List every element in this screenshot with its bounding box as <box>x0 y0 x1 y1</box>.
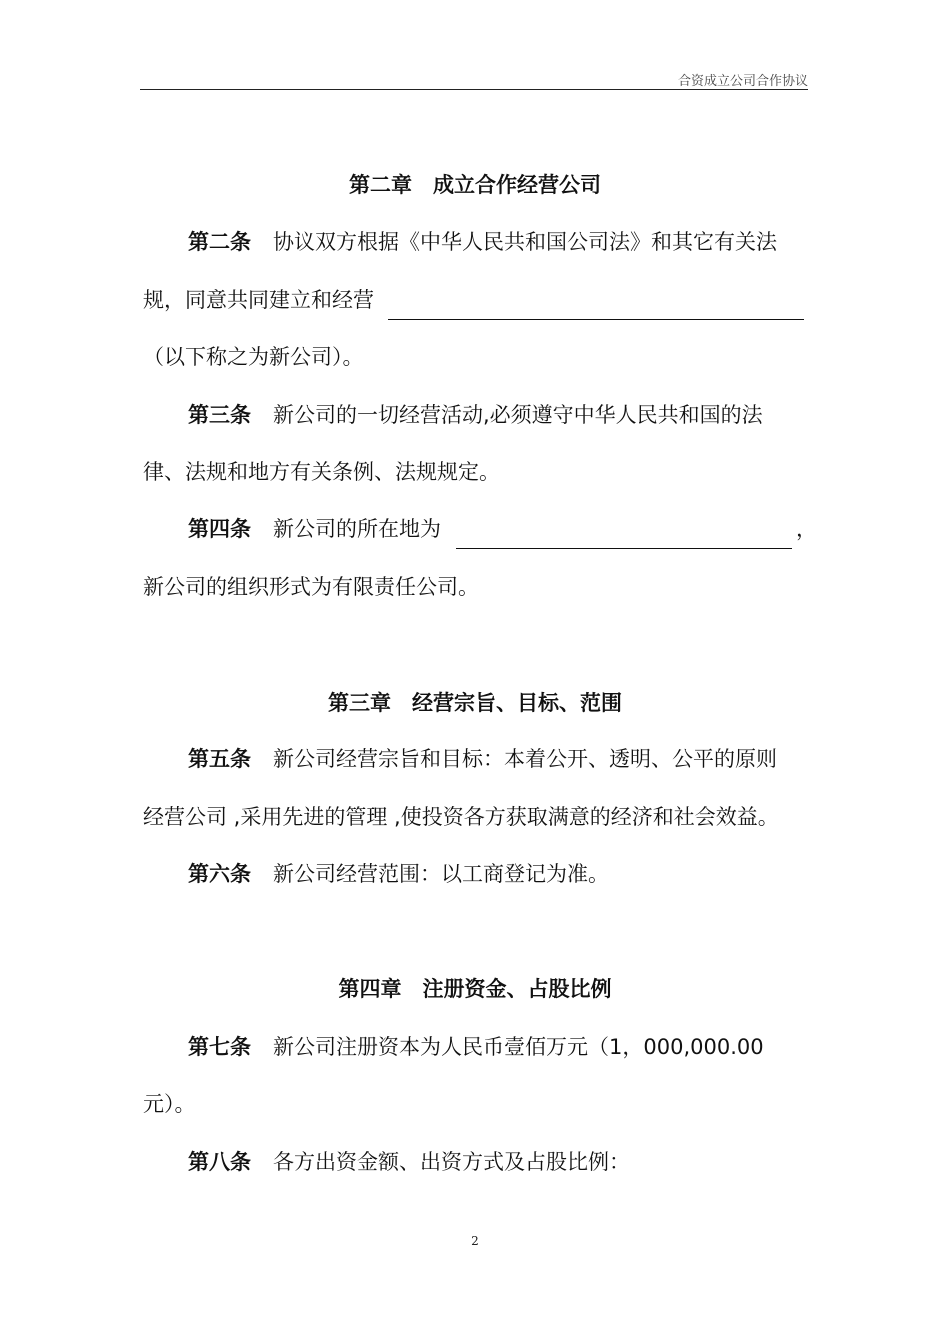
company-name-blank-line <box>388 319 804 320</box>
article-6-label: 第六条 <box>188 862 251 886</box>
article-2-line-1 <box>188 227 777 257</box>
page-number: 2 <box>471 1234 479 1248</box>
article-4-line-1-end: ， <box>796 517 817 541</box>
article-7-line-2: 元）。 <box>143 1092 196 1116</box>
article-2-label: 第二条 <box>188 230 251 254</box>
article-3-line-2: 律、法规和地方有关条例、法规规定。 <box>143 460 500 484</box>
address-blank-line <box>456 548 792 549</box>
article-6-text-1: 新公司经营范围：以工商登记为准。 <box>273 862 609 886</box>
article-4-label: 第四条 <box>188 517 251 541</box>
chapter-2-heading: 第二章 成立合作经营公司 <box>349 173 601 197</box>
article-5-label: 第五条 <box>188 747 251 771</box>
article-7-text-1: 新公司注册资本为人民币壹佰万元（1，000,000.00 <box>273 1035 764 1059</box>
article-2-line-2: 规，同意共同建立和经营 <box>143 288 374 312</box>
article-4-line-2: 新公司的组织形式为有限责任公司。 <box>143 575 479 599</box>
page-header <box>140 64 808 90</box>
chapter-4-heading: 第四章 注册资金、占股比例 <box>338 977 612 1001</box>
chapter-3-heading: 第三章 经营宗旨、目标、范围 <box>328 691 622 715</box>
article-7-label: 第七条 <box>188 1035 251 1059</box>
article-3-label: 第三条 <box>188 403 251 427</box>
article-6-line-1 <box>188 859 609 889</box>
article-8-line-1 <box>188 1147 630 1177</box>
article-3-line-1 <box>188 400 763 430</box>
article-4-line-1 <box>188 514 441 544</box>
header-title: 合资成立公司合作协议 <box>677 74 808 89</box>
article-2-text-1: 协议双方根据《中华人民共和国公司法》和其它有关法 <box>273 230 777 254</box>
article-8-text-1: 各方出资金额、出资方式及占股比例： <box>273 1150 630 1174</box>
article-5-line-1 <box>188 744 777 774</box>
article-3-text-1: 新公司的一切经营活动,必须遵守中华人民共和国的法 <box>273 403 763 427</box>
article-2-line-3: （以下称之为新公司）。 <box>143 345 364 369</box>
article-7-line-1 <box>188 1032 764 1062</box>
article-4-text-1: 新公司的所在地为 <box>273 517 441 541</box>
article-8-label: 第八条 <box>188 1150 251 1174</box>
article-5-text-1: 新公司经营宗旨和目标：本着公开、透明、公平的原则 <box>273 747 777 771</box>
article-5-line-2: 经营公司 ,采用先进的管理 ,使投资各方获取满意的经济和社会效益。 <box>143 805 779 829</box>
